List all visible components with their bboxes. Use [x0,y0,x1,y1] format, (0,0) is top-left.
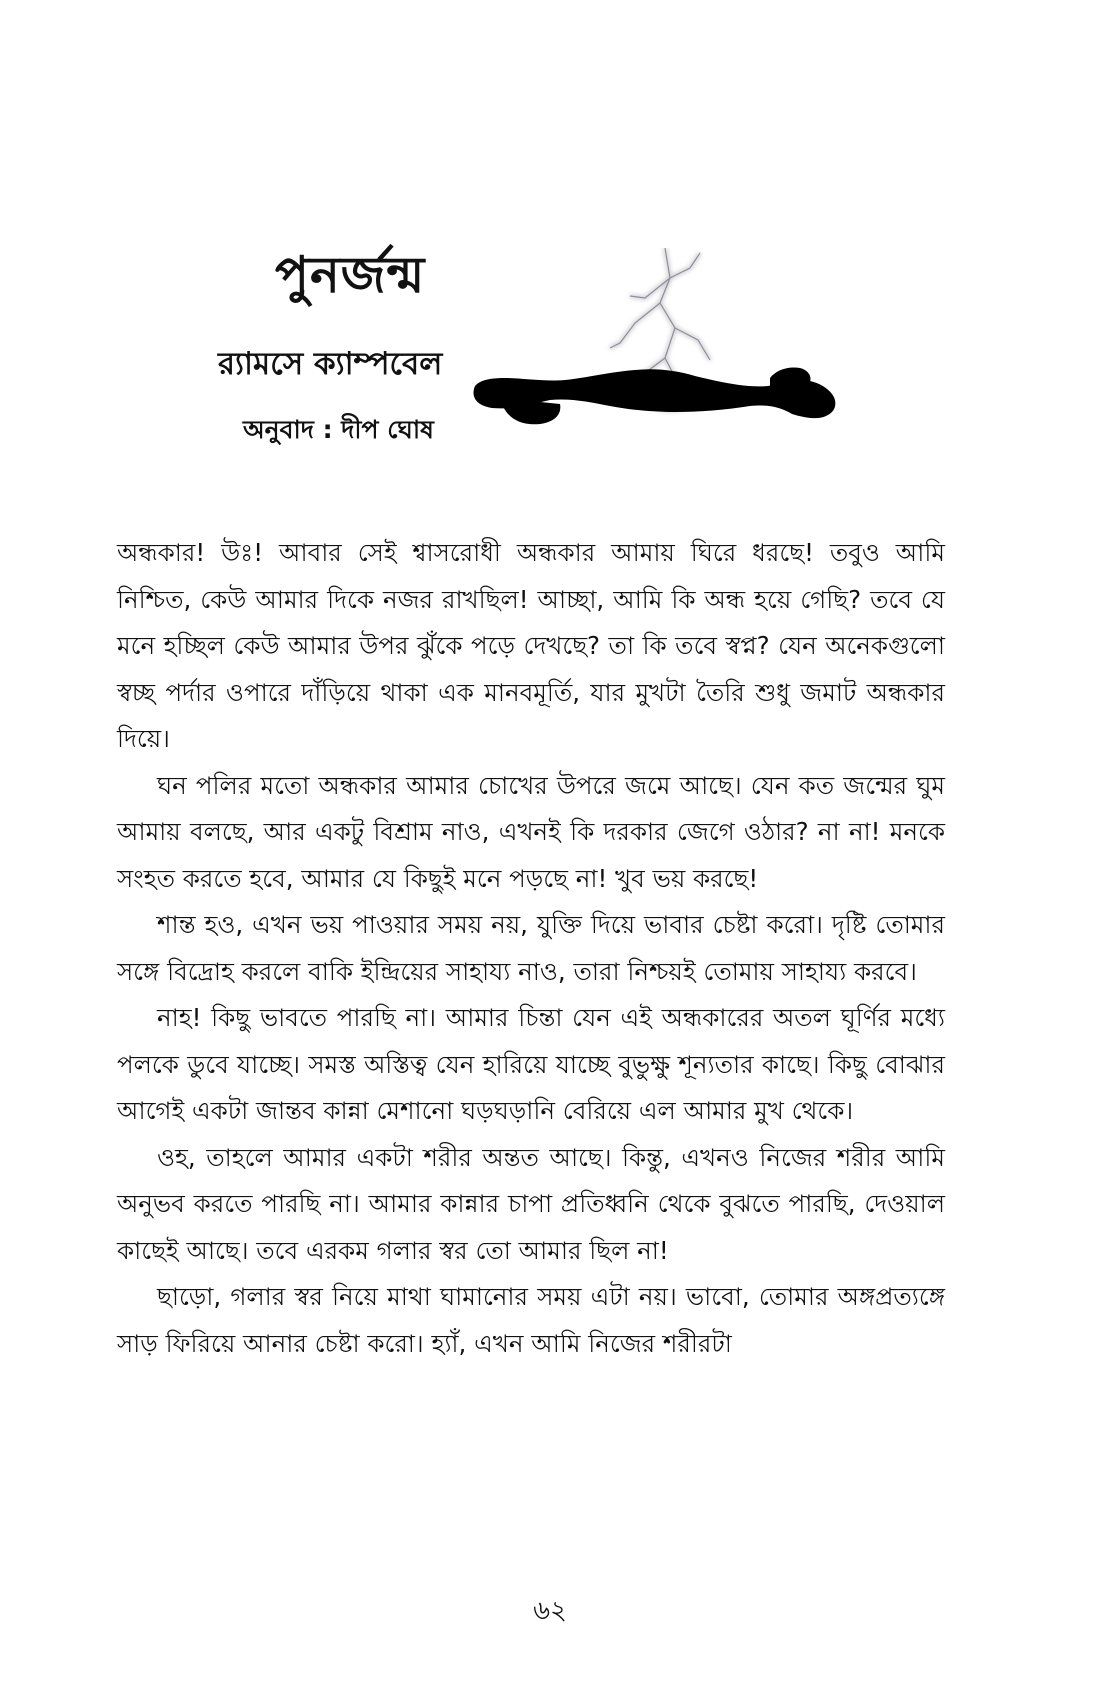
translator-credit: অনুবাদ : দীপ ঘোষ [243,415,434,444]
author-name: র‍্যামসে ক্যাম্পবেল [218,346,443,382]
paragraph: শান্ত হও, এখন ভয় পাওয়ার সময় নয়, যুক্তি দিয়ে ভাবার চেষ্টা করো। দৃষ্টি তোমার সঙ্গে বিদ্রোহ করলে বাকি ইন্দ্রিয়ের সাহায্য নাও, তারা নিশ্চয়ই তোমায় সাহায্য করবে। [117,910,945,986]
paragraph: ওহ, তাহলে আমার একটা শরীর অন্তত আছে। কিন্তু, এখনও নিজের শরীর আমি অনুভব করতে পারছি না। আমার কান্নার চাপা প্রতিধ্বনি থেকে বুঝতে পারছি, দেওয়াল কাছেই আছে। তবে এরকম গলার স্বর তো আমার ছিল না! [117,1142,945,1265]
paragraph: অন্ধকার! উঃ! আবার সেই শ্বাসরোধী অন্ধকার আমায় ঘিরে ধরছে! তবুও আমি নিশ্চিত, কেউ আমার দিকে নজর রাখছিল! আচ্ছা, আমি কি অন্ধ হয়ে গেছি? তবে যে মনে হচ্ছিল কেউ আমার উপর ঝুঁকে পড়ে দেখছে? তা কি তবে স্বপ্ন? যেন অনেকগুলো স্বচ্ছ পর্দার ওপারে দাঁড়িয়ে থাকা এক মানবমূর্তি, যার মুখটা তৈরি শুধু জমাট অন্ধকার দিয়ে। [117,538,945,753]
lying-figure-silhouette [474,367,836,424]
story-title: পুনর্জন্ম [275,246,426,304]
paragraph: নাহ! কিছু ভাবতে পারছি না। আমার চিন্তা যেন এই অন্ধকারের অতল ঘূর্ণির মধ্যে পলকে ডুবে যাচ্ছে। সমস্ত অস্তিত্ব যেন হারিয়ে যাচ্ছে বুভুক্ষু শূন্যতার কাছে। কিছু বোঝার আগেই একটা জান্তব কান্না মেশানো ঘড়ঘড়ানি বেরিয়ে এল আমার মুখ থেকে। [117,1003,945,1125]
story-body [117,530,945,1367]
lightning-over-lying-figure-icon [470,248,890,463]
paragraph: ঘন পলির মতো অন্ধকার আমার চোখের উপরে জমে আছে। যেন কত জন্মের ঘুম আমায় বলছে, আর একটু বিশ্রাম নাও, এখনই কি দরকার জেগে ওঠার? না না! মনকে সংহত করতে হবে, আমার যে কিছুই মনে পড়ছে না! খুব ভয় করছে! [117,770,945,893]
paragraph: ছাড়ো, গলার স্বর নিয়ে মাথা ঘামানোর সময় এটা নয়। ভাবো, তোমার অঙ্গপ্রত্যঙ্গে সাড় ফিরিয়ে আনার চেষ্টা করো। হ্যাঁ, এখন আমি নিজের শরীরটা [117,1282,945,1358]
page-number: ৬২ [533,1596,567,1626]
